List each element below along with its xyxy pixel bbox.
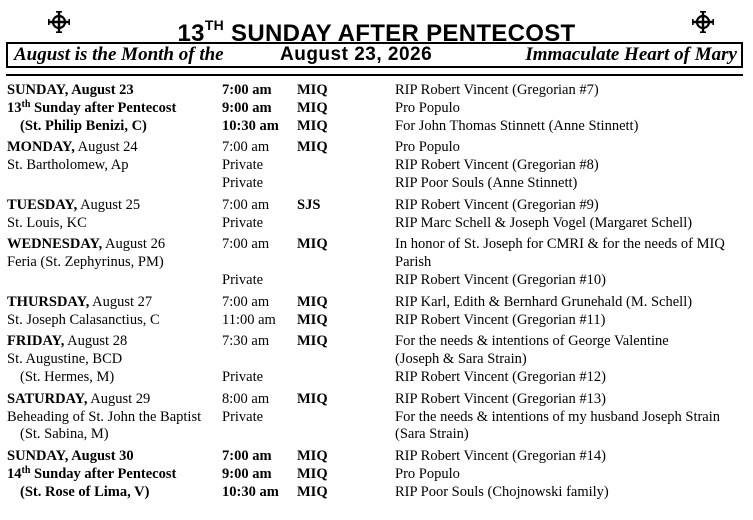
day-detail: Feria (St. Zephyrinus, PM) — [7, 254, 164, 271]
day-name: TUESDAY, — [7, 196, 78, 213]
schedule-row — [0, 466, 753, 484]
mass-time: 7:00 am — [222, 293, 270, 310]
day-cell — [7, 448, 134, 466]
mass-location: MIQ — [297, 139, 328, 156]
mass-location: MIQ — [297, 236, 328, 253]
cross-icon — [692, 11, 714, 33]
mass-time: 8:00 am — [222, 390, 270, 407]
schedule-row — [0, 409, 753, 427]
schedule-row — [0, 118, 753, 136]
day-block — [0, 391, 753, 444]
day-cell — [7, 139, 138, 157]
day-cell — [7, 312, 160, 330]
schedule-row — [0, 139, 753, 157]
day-detail: (St. Sabina, M) — [20, 426, 109, 443]
mass-time: 10:30 am — [222, 483, 279, 500]
mass-intention: RIP Robert Vincent (Gregorian #11) — [395, 311, 606, 328]
mass-time: 10:30 am — [222, 117, 279, 134]
day-detail: (St. Hermes, M) — [20, 368, 115, 385]
mass-intention: RIP Robert Vincent (Gregorian #10) — [395, 271, 606, 288]
schedule-row — [0, 157, 753, 175]
day-cell — [7, 391, 150, 409]
mass-schedule — [0, 82, 753, 506]
mass-time: Private — [222, 408, 264, 425]
divider — [6, 74, 743, 76]
day-block — [0, 294, 753, 330]
day-cell — [7, 82, 134, 100]
mass-intention: RIP Poor Souls (Chojnowski family) — [395, 483, 609, 500]
mass-intention: In honor of St. Joseph for CMRI & for the needs of MIQ — [395, 236, 725, 253]
mass-location: MIQ — [297, 117, 328, 134]
day-detail: St. Joseph Calasanctius, C — [7, 311, 160, 328]
mass-time: 11:00 am — [222, 311, 276, 328]
mass-location: MIQ — [297, 390, 328, 407]
mass-intention: RIP Robert Vincent (Gregorian #7) — [395, 82, 599, 98]
mass-location: MIQ — [297, 311, 328, 328]
mass-time: Private — [222, 368, 264, 385]
schedule-row — [0, 484, 753, 502]
mass-intention: For the needs & intentions of my husband Joseph Strain — [395, 408, 721, 425]
schedule-row — [0, 369, 753, 387]
day-cell — [7, 215, 87, 233]
mass-time: 7:30 am — [222, 333, 270, 350]
mass-intention: (Sara Strain) — [395, 426, 469, 443]
day-detail: August 28 — [64, 333, 128, 350]
day-cell — [7, 466, 176, 485]
mass-location: MIQ — [297, 465, 328, 482]
mass-time: Private — [222, 214, 264, 231]
subtitle-month-of: August is the Month of the — [14, 44, 224, 65]
mass-intention: RIP Robert Vincent (Gregorian #12) — [395, 368, 606, 385]
schedule-row — [0, 215, 753, 233]
mass-intention: RIP Poor Souls (Anne Stinnett) — [395, 174, 578, 191]
schedule-row — [0, 236, 753, 254]
ordinal-suffix: th — [21, 98, 31, 110]
mass-time: 7:00 am — [222, 82, 272, 98]
bulletin-header — [0, 0, 753, 72]
mass-time: 7:00 am — [222, 139, 270, 156]
day-name: FRIDAY, — [7, 333, 65, 350]
ordinal-suffix: th — [21, 464, 31, 476]
mass-time: Private — [222, 174, 264, 191]
schedule-row — [0, 333, 753, 351]
schedule-row — [0, 175, 753, 193]
mass-intention: Parish — [395, 254, 432, 271]
schedule-row — [0, 254, 753, 272]
mass-intention: RIP Robert Vincent (Gregorian #9) — [395, 196, 599, 213]
schedule-row — [0, 272, 753, 290]
mass-time: 7:00 am — [222, 236, 270, 253]
day-block — [0, 333, 753, 386]
mass-time: Private — [222, 157, 264, 174]
day-cell — [7, 100, 176, 119]
day-name: THURSDAY, — [7, 293, 90, 310]
day-cell — [7, 254, 164, 272]
day-name: SUNDAY, August 30 — [7, 448, 134, 465]
day-detail: St. Louis, KC — [7, 214, 87, 231]
mass-intention: Pro Populo — [395, 99, 460, 116]
day-name: SATURDAY, — [7, 390, 88, 407]
day-name: (St. Philip Benizi, C) — [20, 117, 147, 134]
mass-time: Private — [222, 271, 264, 288]
schedule-row — [0, 294, 753, 312]
schedule-row — [0, 82, 753, 100]
day-name: 13 — [7, 99, 22, 116]
day-block — [0, 448, 753, 501]
day-block — [0, 197, 753, 233]
mass-intention: RIP Karl, Edith & Bernhard Grunehald (M. Schell) — [395, 293, 693, 310]
day-name: MONDAY, — [7, 139, 75, 156]
mass-intention: RIP Robert Vincent (Gregorian #14) — [395, 448, 606, 465]
day-cell — [7, 409, 201, 427]
mass-intention: For John Thomas Stinnett (Anne Stinnett) — [395, 117, 639, 134]
day-name: WEDNESDAY, — [7, 236, 103, 253]
mass-location: MIQ — [297, 293, 328, 310]
bulletin-date: August 23, 2026 — [280, 44, 433, 65]
day-cell — [7, 157, 129, 175]
day-name: 14 — [7, 465, 22, 482]
schedule-row — [0, 448, 753, 466]
mass-intention: RIP Marc Schell & Joseph Vogel (Margaret Schell) — [395, 214, 693, 231]
schedule-row — [0, 391, 753, 409]
mass-location: SJS — [297, 196, 321, 213]
mass-location: MIQ — [297, 483, 328, 500]
mass-time: 9:00 am — [222, 465, 272, 482]
day-detail: August 26 — [102, 236, 166, 253]
schedule-row — [0, 197, 753, 215]
day-detail: August 25 — [77, 196, 141, 213]
day-cell — [7, 369, 114, 387]
schedule-row — [0, 351, 753, 369]
day-block — [0, 236, 753, 289]
day-cell — [7, 118, 147, 136]
day-cell — [7, 426, 109, 444]
mass-intention: Pro Populo — [395, 139, 460, 156]
day-cell — [7, 294, 152, 312]
mass-time: 9:00 am — [222, 99, 272, 116]
day-cell — [7, 351, 122, 369]
day-name: (St. Rose of Lima, V) — [20, 483, 150, 500]
day-block — [0, 139, 753, 192]
mass-location: MIQ — [297, 333, 328, 350]
day-detail: St. Augustine, BCD — [7, 351, 123, 368]
schedule-row — [0, 312, 753, 330]
day-cell — [7, 197, 140, 215]
mass-location: MIQ — [297, 82, 328, 98]
mass-intention: Pro Populo — [395, 465, 460, 482]
mass-location: MIQ — [297, 448, 328, 465]
day-cell — [7, 333, 127, 351]
mass-time: 7:00 am — [222, 448, 272, 465]
schedule-row — [0, 426, 753, 444]
day-cell — [7, 236, 165, 254]
page-title: 13TH SUNDAY AFTER PENTECOST — [177, 17, 576, 47]
day-detail: August 24 — [74, 139, 138, 156]
mass-intention: RIP Robert Vincent (Gregorian #8) — [395, 157, 599, 174]
mass-location: MIQ — [297, 99, 328, 116]
day-detail: St. Bartholomew, Ap — [7, 157, 129, 174]
subtitle-devotion: Immaculate Heart of Mary — [525, 44, 737, 65]
feast-name: Sunday after Pentecost — [30, 465, 177, 482]
feast-name: Sunday after Pentecost — [30, 99, 177, 116]
day-name: SUNDAY, August 23 — [7, 82, 134, 98]
schedule-row — [0, 100, 753, 118]
day-block — [0, 82, 753, 135]
day-cell — [7, 484, 149, 502]
mass-time: 7:00 am — [222, 196, 270, 213]
mass-intention: (Joseph & Sara Strain) — [395, 351, 527, 368]
mass-intention: RIP Robert Vincent (Gregorian #13) — [395, 390, 606, 407]
mass-intention: For the needs & intentions of George Valentine — [395, 333, 669, 350]
day-detail: August 29 — [87, 390, 151, 407]
day-detail: August 27 — [89, 293, 153, 310]
day-detail: Beheading of St. John the Baptist — [7, 408, 202, 425]
